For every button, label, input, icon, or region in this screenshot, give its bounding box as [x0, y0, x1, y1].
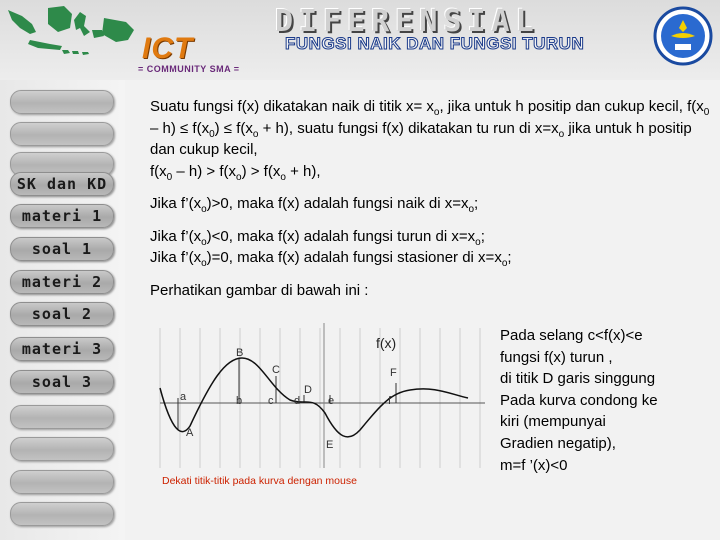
point-label-f: F: [390, 367, 397, 379]
axis-label-d: d: [294, 395, 301, 407]
side-line: m=f ’(x)<0: [500, 456, 568, 474]
page-title: DIFERENSIAL: [275, 4, 540, 39]
page-subtitle: FUNGSI NAIK DAN FUNGSI TURUN: [285, 34, 585, 53]
graph-grid: [160, 328, 480, 468]
side-explanation: [500, 325, 700, 476]
sidebar-item-sk-kd[interactable]: SK dan KD: [10, 172, 114, 196]
graph-caption: Dekati titik-titik pada kurva dengan mouse: [162, 475, 357, 487]
tut-wuri-handayani-logo: [653, 6, 713, 66]
rule-stationary: Jika $f’(x_o)=0$, maka f(x) adalah fungsi stasioner di $x=x_o$;: [150, 249, 512, 269]
curve-fx: [160, 358, 468, 437]
sidebar-blank-button-1[interactable]: [10, 90, 114, 114]
header-bar: [0, 0, 720, 80]
side-line: fungsi f(x) turun ,: [500, 348, 613, 366]
sidebar-blank-button-6[interactable]: [10, 470, 114, 494]
vertical-markers: [178, 358, 396, 430]
point-label-c: C: [272, 364, 280, 376]
sidebar-blank-button-7[interactable]: [10, 502, 114, 526]
sidebar-blank-button-2[interactable]: [10, 122, 114, 146]
side-line: di titik D garis singgung: [500, 370, 656, 388]
sidebar-item-soal-1[interactable]: soal 1: [10, 237, 114, 261]
rule-decreasing: Jika $f’(x_o)<0$, maka f(x) adalah fungsi turun di $x=x_o$;: [150, 227, 485, 248]
axis-label-c: c: [268, 395, 274, 407]
sidebar-blank-button-4[interactable]: [10, 405, 114, 429]
instruction-text: Perhatikan gambar di bawah ini :: [150, 281, 369, 299]
indonesia-map-icon: [0, 0, 140, 70]
axis-label-f: f: [388, 395, 392, 407]
side-line: Pada kurva condong ke: [500, 391, 658, 409]
point-label-b: B: [236, 347, 244, 359]
side-line: kiri (mempunyai: [500, 413, 606, 431]
side-line: Pada selang c<f(x)<e: [500, 327, 643, 344]
sidebar-item-soal-3[interactable]: soal 3: [10, 370, 114, 394]
point-label-d: D: [304, 384, 312, 396]
brand-subtitle: = COMMUNITY SMA =: [138, 64, 240, 74]
main-content: [150, 96, 710, 301]
point-label-a: A: [186, 427, 194, 439]
brand-logo: ICT: [142, 32, 194, 65]
axis-label-a: a: [180, 391, 187, 403]
fx-label: f(x): [376, 335, 397, 351]
definition-paragraph: Suatu fungsi f(x) dikatakan naik di titik $x= x_o$, jika untuk h positip dan cukup kecil, $f(x_0 - h) \le f(x_0) \le f(x_o + h)$, suatu fungsi f(x) dikatakan tu run di $x=x_o$ jika untuk h positip dan cukup kecil, $f(x_0 - h) > f(x_o) > f(x_o + h)$,: [150, 98, 710, 183]
axis-label-e: e: [328, 395, 335, 407]
sidebar-item-materi-2[interactable]: materi 2: [10, 270, 114, 294]
function-graph: [150, 318, 490, 493]
sidebar-blank-button-5[interactable]: [10, 437, 114, 461]
sidebar: [0, 80, 125, 540]
sidebar-item-materi-1[interactable]: materi 1: [10, 204, 114, 228]
sidebar-item-soal-2[interactable]: soal 2: [10, 302, 114, 326]
rule-increasing: Jika $f’(x_o)>0$, maka f(x) adalah fungsi naik di $x=x_o$;: [150, 195, 479, 215]
sidebar-item-materi-3[interactable]: materi 3: [10, 337, 114, 361]
axis-label-b: b: [236, 395, 243, 407]
point-label-e: E: [326, 439, 334, 451]
side-line: Gradien negatip),: [500, 434, 616, 452]
